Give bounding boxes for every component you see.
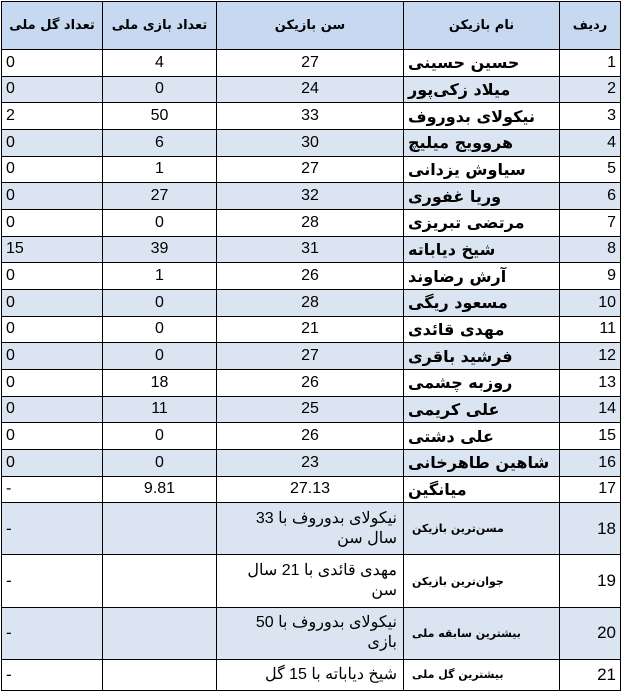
player-goals: 0	[2, 76, 103, 103]
player-goals: 0	[2, 50, 103, 77]
table-row	[2, 449, 621, 476]
player-goals: 0	[2, 156, 103, 183]
record-label: جوان‌ترین بازیکن	[404, 555, 560, 607]
average-label: میانگین	[404, 476, 560, 503]
player-caps: 1	[103, 263, 217, 290]
record-row	[2, 659, 621, 690]
header-caps: تعداد بازی ملی	[103, 2, 217, 50]
average-goals: -	[2, 476, 103, 503]
table-row	[2, 129, 621, 156]
player-goals: 0	[2, 263, 103, 290]
player-name: هروویج میلیچ	[404, 129, 560, 156]
player-name: مهدی قائدی	[404, 316, 560, 343]
table-row	[2, 263, 621, 290]
player-age: 27	[217, 156, 404, 183]
player-caps: 6	[103, 129, 217, 156]
record-goals: -	[2, 607, 103, 659]
player-goals: 0	[2, 289, 103, 316]
player-name: وریا غفوری	[404, 183, 560, 210]
player-name: سیاوش یزدانی	[404, 156, 560, 183]
row-index: 17	[560, 476, 621, 503]
player-caps: 11	[103, 396, 217, 423]
row-index: 1	[560, 50, 621, 77]
average-row	[2, 476, 621, 503]
player-name: مسعود ریگی	[404, 289, 560, 316]
player-name: علی دشتی	[404, 423, 560, 450]
record-row	[2, 555, 621, 607]
player-age: 26	[217, 263, 404, 290]
player-caps: 0	[103, 423, 217, 450]
player-age: 23	[217, 449, 404, 476]
player-goals: 0	[2, 449, 103, 476]
record-description: نیکولای بدوروف با 33 سال سن	[217, 503, 404, 555]
table-row	[2, 316, 621, 343]
player-goals: 15	[2, 236, 103, 263]
player-name: فرشید باقری	[404, 343, 560, 370]
row-index: 14	[560, 396, 621, 423]
row-index: 16	[560, 449, 621, 476]
record-description: مهدی قائدی با 21 سال سن	[217, 555, 404, 607]
row-index: 12	[560, 343, 621, 370]
player-caps: 18	[103, 369, 217, 396]
table-row	[2, 50, 621, 77]
row-index: 13	[560, 369, 621, 396]
table-row	[2, 396, 621, 423]
player-caps: 4	[103, 50, 217, 77]
player-name: نیکولای بدوروف	[404, 103, 560, 130]
average-age: 27.13	[217, 476, 404, 503]
player-caps: 0	[103, 316, 217, 343]
row-index: 3	[560, 103, 621, 130]
record-caps	[103, 659, 217, 690]
player-caps: 0	[103, 343, 217, 370]
table-row	[2, 289, 621, 316]
record-label: بیشترین گل ملی	[404, 659, 560, 690]
player-goals: 0	[2, 396, 103, 423]
table-row	[2, 76, 621, 103]
table-row	[2, 423, 621, 450]
table-row	[2, 156, 621, 183]
player-age: 33	[217, 103, 404, 130]
header-goals: تعداد گل ملی	[2, 2, 103, 50]
player-name: علی کریمی	[404, 396, 560, 423]
table-row	[2, 236, 621, 263]
record-row	[2, 607, 621, 659]
player-age: 24	[217, 76, 404, 103]
record-goals: -	[2, 503, 103, 555]
player-name: شاهین طاهرخانی	[404, 449, 560, 476]
player-goals: 0	[2, 423, 103, 450]
player-age: 27	[217, 50, 404, 77]
player-age: 26	[217, 423, 404, 450]
player-goals: 0	[2, 183, 103, 210]
row-index: 4	[560, 129, 621, 156]
row-index: 18	[560, 503, 621, 555]
record-description: شیخ دیاباته با 15 گل	[217, 659, 404, 690]
player-age: 30	[217, 129, 404, 156]
table-row	[2, 103, 621, 130]
player-name: مرتضی تبریزی	[404, 209, 560, 236]
header-age: سن بازیکن	[217, 2, 404, 50]
player-goals: 2	[2, 103, 103, 130]
record-row	[2, 503, 621, 555]
player-caps: 27	[103, 183, 217, 210]
player-age: 21	[217, 316, 404, 343]
row-index: 2	[560, 76, 621, 103]
row-index: 11	[560, 316, 621, 343]
player-age: 31	[217, 236, 404, 263]
player-name: شیخ دیاباته	[404, 236, 560, 263]
player-name: میلاد زکی‌پور	[404, 76, 560, 103]
player-caps: 0	[103, 289, 217, 316]
player-stats-table	[1, 1, 621, 691]
player-name: روزبه چشمی	[404, 369, 560, 396]
record-caps	[103, 555, 217, 607]
row-index: 19	[560, 555, 621, 607]
record-goals: -	[2, 659, 103, 690]
record-caps	[103, 607, 217, 659]
player-goals: 0	[2, 209, 103, 236]
player-age: 32	[217, 183, 404, 210]
player-age: 26	[217, 369, 404, 396]
row-index: 9	[560, 263, 621, 290]
average-caps: 9.81	[103, 476, 217, 503]
record-description: نیکولای بدوروف با 50 بازی	[217, 607, 404, 659]
row-index: 8	[560, 236, 621, 263]
player-caps: 0	[103, 209, 217, 236]
player-age: 28	[217, 289, 404, 316]
player-caps: 39	[103, 236, 217, 263]
player-caps: 1	[103, 156, 217, 183]
player-name: حسین حسینی	[404, 50, 560, 77]
row-index: 6	[560, 183, 621, 210]
record-label: مسن‌ترین بازیکن	[404, 503, 560, 555]
table-row	[2, 369, 621, 396]
player-age: 25	[217, 396, 404, 423]
player-caps: 0	[103, 76, 217, 103]
table-row	[2, 343, 621, 370]
row-index: 5	[560, 156, 621, 183]
row-index: 15	[560, 423, 621, 450]
player-goals: 0	[2, 369, 103, 396]
player-age: 28	[217, 209, 404, 236]
player-name: آرش رضاوند	[404, 263, 560, 290]
header-index: ردیف	[560, 2, 621, 50]
player-caps: 0	[103, 449, 217, 476]
record-goals: -	[2, 555, 103, 607]
record-caps	[103, 503, 217, 555]
player-caps: 50	[103, 103, 217, 130]
player-goals: 0	[2, 129, 103, 156]
player-goals: 0	[2, 316, 103, 343]
table-row	[2, 183, 621, 210]
record-label: بیشترین سابقه ملی	[404, 607, 560, 659]
player-goals: 0	[2, 343, 103, 370]
table-row	[2, 209, 621, 236]
player-age: 27	[217, 343, 404, 370]
header-row	[2, 2, 621, 50]
row-index: 10	[560, 289, 621, 316]
header-name: نام بازیکن	[404, 2, 560, 50]
row-index: 7	[560, 209, 621, 236]
row-index: 20	[560, 607, 621, 659]
row-index: 21	[560, 659, 621, 690]
